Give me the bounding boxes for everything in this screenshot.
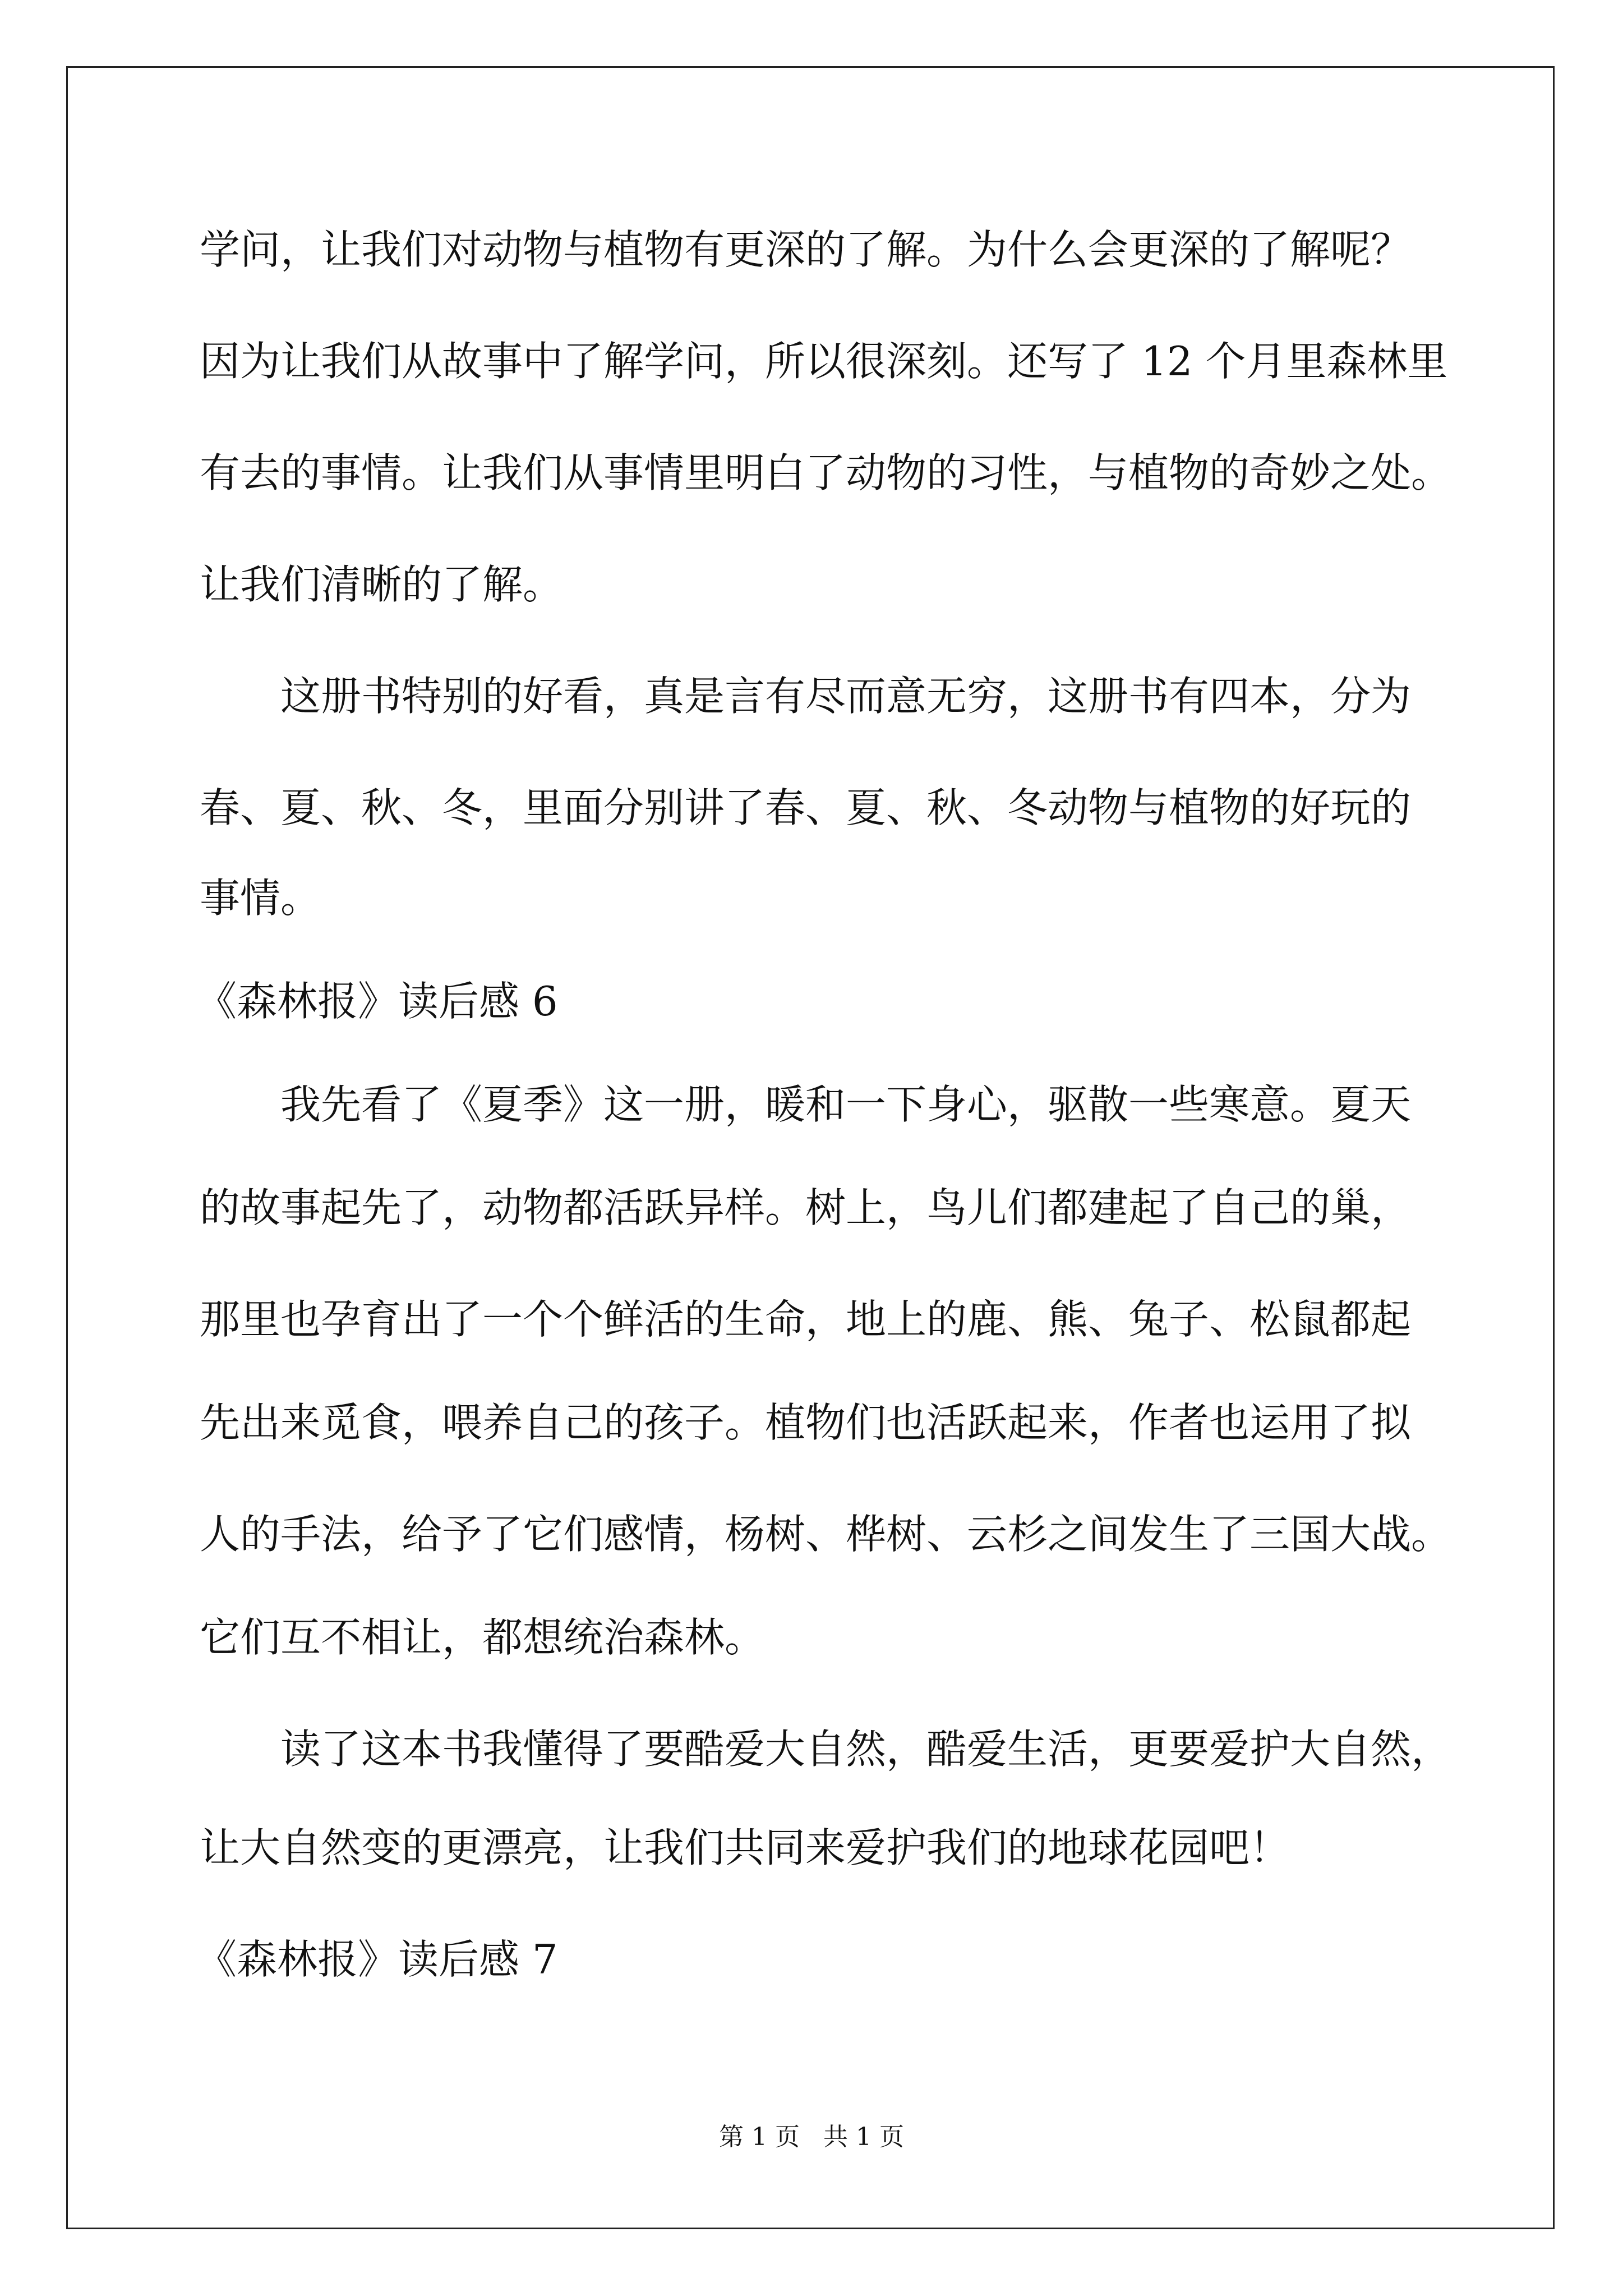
paragraph-first-line: 我先看了《夏季》这一册，暖和一下身心，驱散一些寒意。夏天 — [280, 1081, 1412, 1128]
paragraph-first-line: 读了这本书我懂得了要酷爱大自然，酷爱生活，更要爱护大自然， — [280, 1726, 1452, 1773]
text-line: 先出来觅食，喂养自己的孩子。植物们也活跃起来，作者也运用了拟 — [200, 1399, 1412, 1446]
page-footer: 第 1 页 共 1 页 — [719, 2123, 904, 2151]
text-line: 因为让我们从故事中了解学问，所以很深刻。还写了 12 个月里森林里 — [200, 338, 1448, 385]
text-line: 事情。 — [200, 875, 321, 922]
text-line: 春、夏、秋、冬，里面分别讲了春、夏、秋、冬动物与植物的好玩的 — [200, 784, 1412, 831]
text-line: 学问，让我们对动物与植物有更深的了解。为什么会更深的了解呢？ — [200, 226, 1412, 273]
text-line: 它们互不相让，都想统治森林。 — [200, 1614, 766, 1661]
text-line: 让我们清晰的了解。 — [200, 561, 564, 608]
text-line: 人的手法，给予了它们感情，杨树、桦树、云杉之间发生了三国大战。 — [200, 1511, 1452, 1558]
text-line: 那里也孕育出了一个个鲜活的生命，地上的鹿、熊、兔子、松鼠都起 — [200, 1296, 1412, 1343]
text-line: 有去的事情。让我们从事情里明白了动物的习性，与植物的奇妙之处。 — [200, 449, 1452, 496]
page-border — [66, 66, 1555, 2229]
section-heading: 《森林报》读后感 7 — [196, 1936, 558, 1983]
section-heading: 《森林报》读后感 6 — [196, 978, 558, 1025]
paragraph-first-line: 这册书特别的好看，真是言有尽而意无穷，这册书有四本，分为 — [280, 673, 1412, 720]
text-line: 让大自然变的更漂亮，让我们共同来爱护我们的地球花园吧！ — [200, 1824, 1290, 1871]
text-line: 的故事起先了，动物都活跃异样。树上，鸟儿们都建起了自己的巢， — [200, 1184, 1412, 1231]
